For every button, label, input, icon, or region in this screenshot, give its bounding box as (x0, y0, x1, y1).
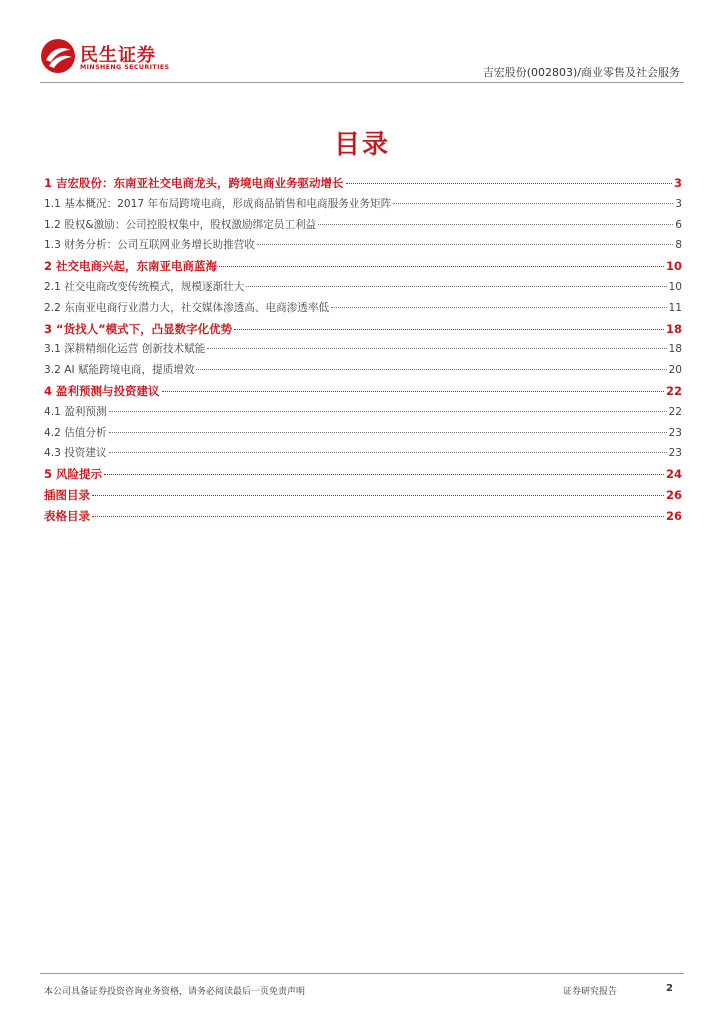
dot-leader (331, 307, 666, 308)
dot-leader (104, 474, 664, 475)
table-of-contents (44, 175, 682, 529)
dot-leader (393, 203, 673, 204)
toc-entry-4-2[interactable]: 4.2 估值分析 23 (44, 426, 682, 439)
dot-leader (246, 286, 666, 287)
dot-leader (346, 183, 672, 184)
toc-entry-3-2[interactable]: 3.2 AI 赋能跨境电商，提质增效 20 (44, 364, 682, 377)
dot-leader (207, 348, 666, 349)
toc-entry-1-3[interactable]: 1.3 财务分析：公司互联网业务增长助推营收 8 (44, 239, 682, 252)
toc-entry-1-2[interactable]: 1.2 股权&激励：公司控股权集中，股权激励绑定员工利益 6 (44, 218, 682, 231)
toc-entry-4-1[interactable]: 4.1 盈利预测 22 (44, 405, 682, 418)
toc-entry-3-1[interactable]: 3.1 深耕精细化运营 创新技术赋能 18 (44, 343, 682, 356)
toc-entry-2-2[interactable]: 2.2 东南亚电商行业潜力大，社交媒体渗透高、电商渗透率低 11 (44, 301, 682, 314)
dot-leader (92, 516, 664, 517)
dot-leader (257, 244, 673, 245)
toc-entry-3[interactable]: 3 “货找人”模式下，凸显数字化优势 18 (44, 321, 682, 336)
toc-entry-1-1[interactable]: 1.1 基本概况：2017 年布局跨境电商，形成商品销售和电商服务业务矩阵 3 (44, 197, 682, 210)
toc-entry-figure-list[interactable]: 插图目录 26 (44, 487, 682, 502)
page-header (40, 38, 684, 84)
toc-entry-2-1[interactable]: 2.1 社交电商改变传统模式，规模逐渐壮大 10 (44, 280, 682, 293)
toc-title: 目录 (333, 130, 390, 160)
dot-leader (196, 369, 666, 370)
toc-entry-2[interactable]: 2 社交电商兴起，东南亚电商蓝海 10 (44, 259, 682, 274)
header-divider (40, 82, 684, 83)
toc-entry-table-list[interactable]: 表格目录 26 (44, 508, 682, 523)
dot-leader (92, 495, 664, 496)
toc-entry-5[interactable]: 5 风险提示 24 (44, 467, 682, 482)
footer-disclaimer: 本公司具备证券投资咨询业务资格，请务必阅读最后一页免责声明 (44, 987, 306, 997)
dot-leader (109, 411, 667, 412)
footer-doc-type: 证券研究报告 (563, 987, 618, 997)
logo-chinese-name: 民生证券 (80, 45, 156, 66)
dot-leader (109, 432, 667, 433)
toc-entry-1[interactable]: 1 吉宏股份：东南亚社交电商龙头，跨境电商业务驱动增长 3 (44, 176, 682, 190)
logo-english-name: MINSHENG SECURITIES (80, 64, 170, 71)
dot-leader (318, 224, 673, 225)
toc-entry-4-3[interactable]: 4.3 投资建议 23 (44, 447, 682, 460)
page-number: 2 (666, 983, 673, 994)
dot-leader (162, 391, 664, 392)
report-tag: 吉宏股份(002803)/商业零售及社会服务 (482, 66, 680, 79)
dot-leader (109, 452, 667, 453)
minsheng-logo-icon (40, 38, 76, 74)
dot-leader (234, 329, 664, 330)
footer-divider (40, 973, 684, 974)
company-logo (40, 38, 190, 78)
toc-entry-4[interactable]: 4 盈利预测与投资建议 22 (44, 383, 682, 398)
dot-leader (219, 266, 664, 267)
